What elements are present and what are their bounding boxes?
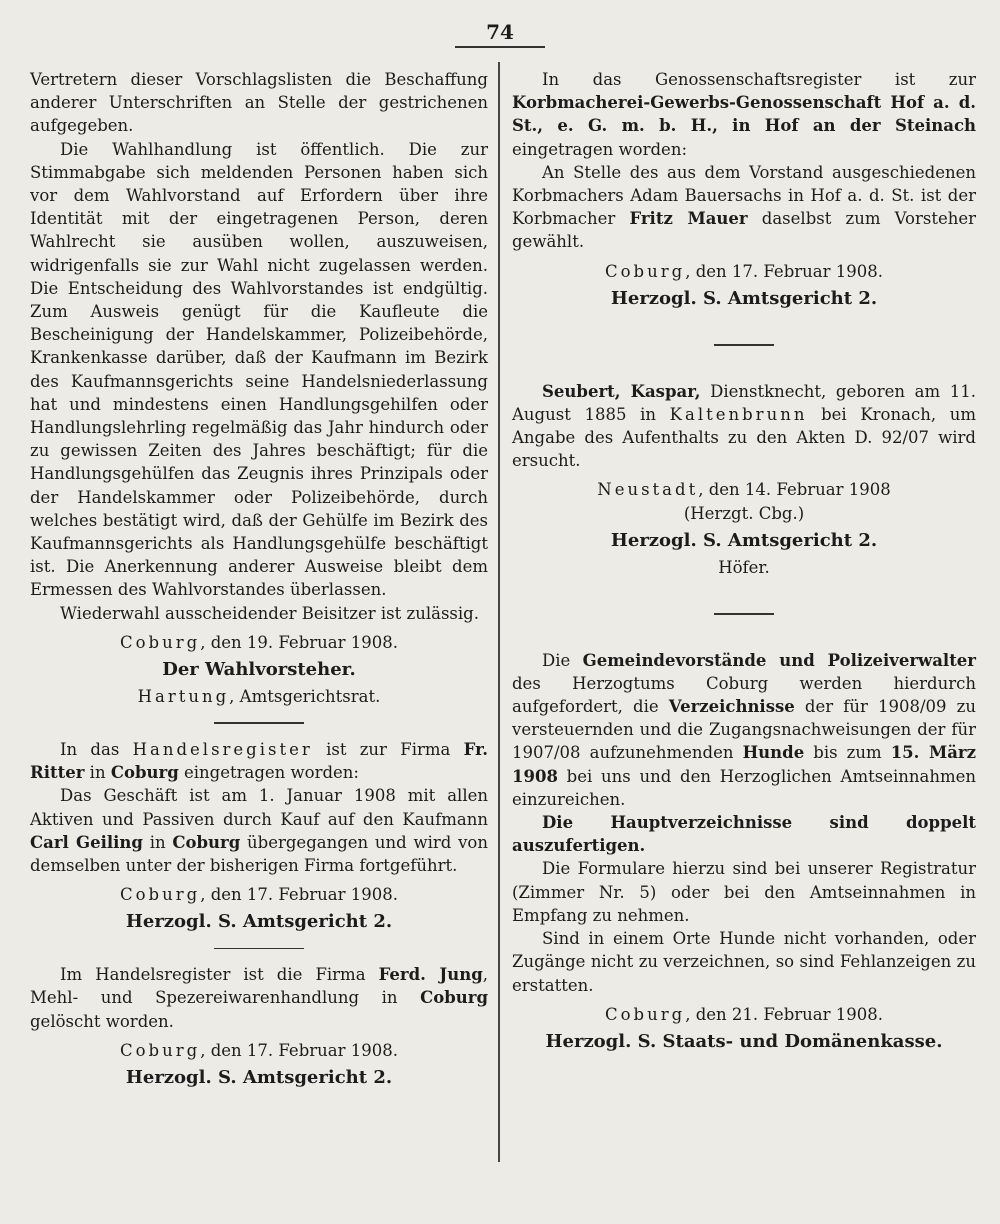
separator-rule <box>714 344 774 346</box>
notice-ritter <box>30 738 488 784</box>
firm-name: Korbmacherei-Gewerbs-Genossenschaft Hof a. d. St., e. G. m. b. H., in Hof an der Steinach <box>512 93 976 136</box>
person-name: Seubert, Kaspar, <box>542 381 701 401</box>
header-rule <box>455 46 545 48</box>
dateline-3 <box>30 1039 488 1062</box>
notice-korbmacherei-body <box>512 161 976 254</box>
notice-hunde-fehlanzeigen: Sind in einem Orte Hunde nicht vorhanden, oder Zugänge nicht zu verzeichnen, so sind Fehlanzeigen zu erstatten. <box>512 929 976 995</box>
right-column <box>512 68 976 1057</box>
dateline-6 <box>512 1003 976 1026</box>
text-span: ist zur Firma <box>312 739 464 759</box>
separator-rule <box>714 613 774 615</box>
left-paragraph-1: Vertretern dieser Vorschlagslisten die Beschaffung anderer Unterschriften an Stelle der gestrichenen aufgegeben. <box>30 70 488 136</box>
text-span: , Mehl- und Spezereiwarenhandlung in <box>30 965 488 1008</box>
dateline-city: Coburg <box>605 261 686 281</box>
page-number: 74 <box>486 20 514 44</box>
dateline-2 <box>30 883 488 906</box>
dateline-city: Neustadt <box>597 480 699 500</box>
text-span: daselbst zum Vorsteher gewählt. <box>512 209 977 252</box>
text-span: Im Handelsregister ist die Firma <box>60 965 379 985</box>
text-span: der für 1908/09 zu versteuernden und die Zugangsnachweisungen der für 1907/08 aufzunehmenden <box>512 697 976 763</box>
notice-hunde <box>512 649 976 811</box>
separator-rule <box>214 948 304 950</box>
text-span: bei Kronach, um Angabe des Aufenthalts zu den Akten D. 92/07 wird ersucht. <box>512 404 976 471</box>
city-name: Coburg <box>172 832 241 852</box>
column-divider <box>498 62 500 1162</box>
court-signature-6: Herzogl. S. Staats- und Domänenkasse. <box>545 1030 943 1052</box>
notice-korbmacherei <box>512 68 976 161</box>
dateline-4 <box>512 260 976 283</box>
text-span: eingetragen worden: <box>178 763 359 783</box>
left-paragraph-2: Die Wahlhandlung ist öffentlich. Die zur Stimmabgabe sich meldenden Personen haben sich vor dem Wahlvorstand auf Erfordern über ihre Identität mit der eingetragenen Person, deren Wahlrecht sie ausüben wollen, auszuweisen, widrigenfalls sie zur Wahl nicht zugelassen werden. Die Entscheidung des Wahlvorstandes ist endgültig. Zum Ausweis genügt für die Kaufleute die Bescheinigung der Handelskammer, Polizeibehörde, Krankenkasse darüber, daß der Kaufmann im Bezirk des Kaufmannsgerichts seine Handelsniederlassung hat und mindestens einen Handlungsgehilfen oder Handlungslehrling regelmäßig das Jahr hindurch oder zu gewissen Zeiten des Jahres beschäftigt; für die Handlungsgehülfen das Zeugnis ihres Prinzipals oder der Handelskammer oder Polizeibehörde, durch welches bestätigt wird, daß der Gehülfe im Bezirk des Kaufmannsgerichts als Handlungsgehülfe beschäftigt ist. Die Anerkennung anderer Ausweise bleibt dem Ermessen des Wahlvorstandes überlassen. <box>30 139 488 600</box>
text-span: Das Geschäft ist am 1. Januar 1908 mit allen Aktiven und Passiven durch Kauf auf den Kaufmann <box>30 786 488 829</box>
dateline-5 <box>512 478 976 501</box>
bold-text: Gemeindevorstände und Polizeiverwalter <box>582 650 977 670</box>
dateline-date: , den 17. Februar 1908. <box>685 261 883 281</box>
dateline-1 <box>30 631 488 654</box>
text-span: übergegangen und wird von demselben unter der bisherigen Firma fortgeführt. <box>30 832 488 875</box>
text-span: Dienstknecht, geboren am 11. August 1885 in <box>512 381 976 424</box>
court-signature-4: Herzogl. S. Amtsgericht 2. <box>610 287 878 309</box>
dateline-date: , den 21. Februar 1908. <box>685 1004 883 1024</box>
bold-text: Verzeichnisse <box>668 697 795 717</box>
text-span: Handelsregister <box>132 739 313 759</box>
signatory-name <box>30 685 488 708</box>
text-span: bis zum <box>804 743 891 763</box>
notice-hunde-emphasis <box>512 811 976 857</box>
dateline-date: , den 19. Februar 1908. <box>200 632 398 652</box>
place-name: Kaltenbrunn <box>669 404 808 424</box>
dateline-date: , den 17. Februar 1908. <box>200 885 398 905</box>
dateline-date: , den 17. Februar 1908. <box>200 1040 398 1060</box>
text-span: An Stelle des aus dem Vorstand ausgeschiedenen Korbmachers Adam Bauersachs in Hof a. d. St. ist der Korbmacher <box>512 162 976 229</box>
court-signature-2: Herzogl. S. Amtsgericht 2. <box>125 911 393 933</box>
notice-jung <box>30 963 488 1033</box>
notice-hunde-formulare: Die Formulare hierzu sind bei unserer Registratur (Zimmer Nr. 5) oder bei den Amtseinnahmen in Empfang zu nehmen. <box>512 859 976 925</box>
signatory-name: Höfer. <box>718 557 770 577</box>
bold-text: 15. März 1908 <box>512 743 976 786</box>
left-column <box>30 68 488 1093</box>
text-span: In das Genossenschaftsregister ist zur <box>542 70 976 89</box>
text-span: in <box>84 763 111 783</box>
left-paragraph-3: Wiederwahl ausscheidender Beisitzer ist zulässig. <box>60 603 479 623</box>
city-name: Coburg <box>420 988 488 1008</box>
person-name: Fritz Mauer <box>629 209 748 229</box>
firm-name: Ferd. Jung <box>378 965 483 985</box>
dateline-city: Coburg <box>120 632 201 652</box>
court-signature-5: Herzogl. S. Amtsgericht 2. <box>610 529 878 551</box>
dateline-city: Coburg <box>605 1004 686 1024</box>
notice-seubert <box>512 380 976 473</box>
signatory-surname: Hartung <box>137 687 230 707</box>
signature-wahlvorsteher: Der Wahlvorsteher. <box>162 659 356 681</box>
dateline-date: , den 14. Februar 1908 <box>698 480 891 500</box>
text-span: gelöscht worden. <box>30 1011 174 1031</box>
text-span: bei uns und den Herzoglichen Amtseinnahmen einzureichen. <box>512 766 976 809</box>
dateline-city: Coburg <box>120 885 201 905</box>
bold-text: Hunde <box>742 743 805 763</box>
text-span: Die <box>542 650 583 670</box>
court-signature-3: Herzogl. S. Amtsgericht 2. <box>125 1066 393 1088</box>
firm-name: Fr. Ritter <box>30 739 488 783</box>
bold-text: Die Hauptverzeichnisse sind doppelt auszufertigen. <box>512 813 976 856</box>
signatory-title: , Amtsgerichtsrat. <box>229 687 381 707</box>
text-span: In das <box>60 739 133 759</box>
text-span: in <box>142 832 173 852</box>
text-span: des Herzogtums Coburg werden hierdurch aufgefordert, die <box>512 673 976 717</box>
person-name: Carl Geiling <box>30 832 143 852</box>
city-name: Coburg <box>110 763 179 783</box>
text-span: eingetragen worden: <box>512 139 688 159</box>
dateline-city: Coburg <box>120 1040 201 1060</box>
separator-rule <box>214 722 304 724</box>
dateline-5-note: (Herzgt. Cbg.) <box>683 503 805 523</box>
notice-ritter-body <box>30 784 488 877</box>
